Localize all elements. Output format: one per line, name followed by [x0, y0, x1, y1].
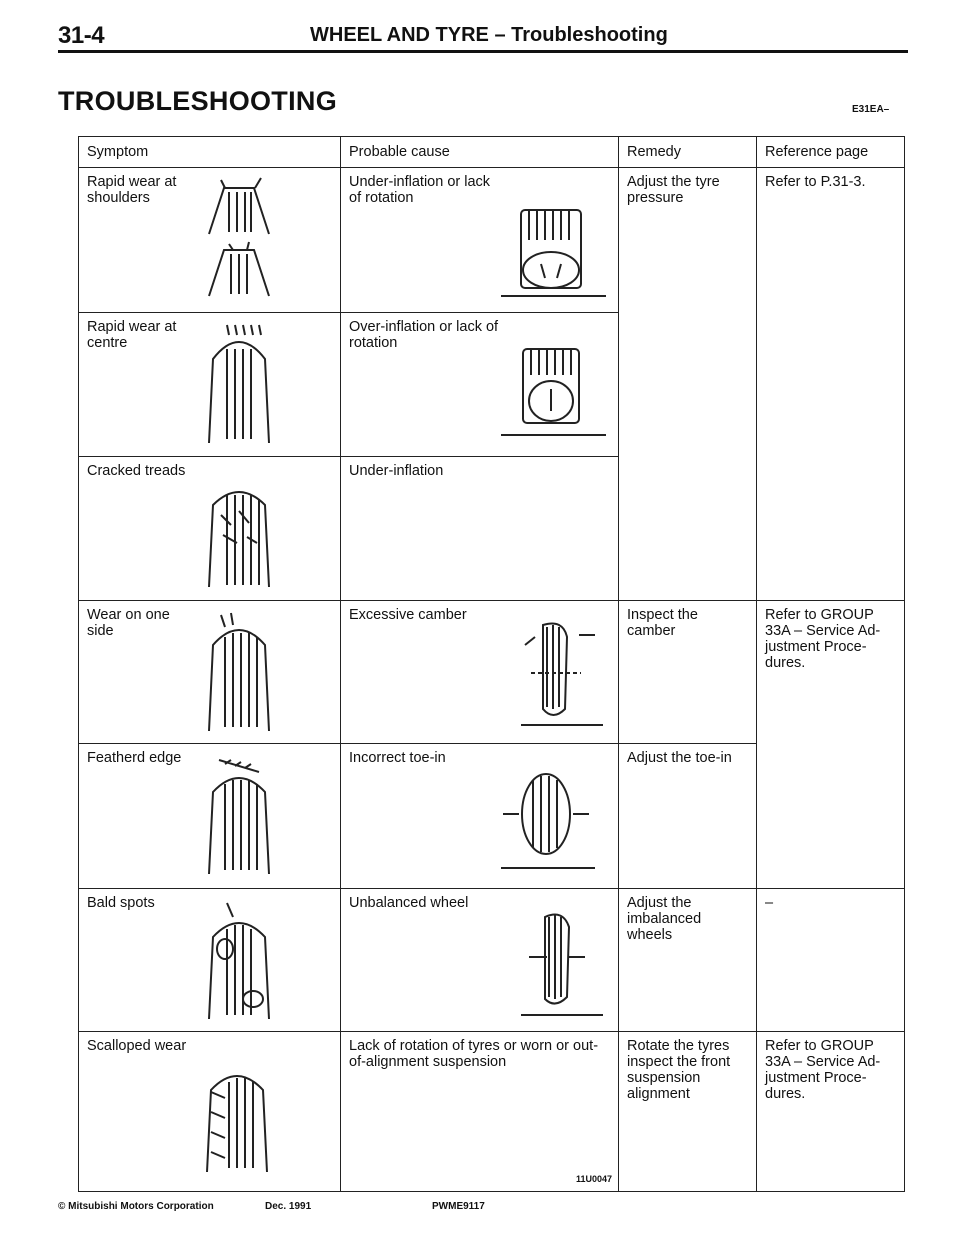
- table-row: [79, 1032, 905, 1192]
- footer-date: Dec. 1991: [265, 1201, 312, 1212]
- running-title: WHEEL AND TYRE – Troubleshooting: [310, 24, 668, 46]
- reference-cell: [757, 168, 905, 601]
- tyre-bald-spots-icon: [199, 899, 279, 1025]
- tyre-scalloped-icon: [197, 1052, 279, 1178]
- cause-text: Under-inflation or lack of rotation: [349, 174, 491, 206]
- header-reference: Reference page: [757, 137, 905, 168]
- remedy-cell: [619, 1032, 757, 1192]
- unbalanced-wheel-icon: [501, 903, 611, 1025]
- cause-cell: [341, 457, 619, 601]
- tyre-feathered-icon: [199, 754, 279, 880]
- header-rule: [58, 50, 908, 53]
- symptom-cell: [79, 601, 341, 744]
- cause-text: Excessive camber: [349, 607, 467, 623]
- cause-cell: [341, 744, 619, 889]
- reference-text: Refer to GROUP 33A – Service Ad-justment Proce-dures.: [765, 607, 881, 671]
- troubleshooting-table: [78, 136, 905, 1192]
- symptom-text: Cracked treads: [87, 463, 186, 479]
- section-code: E31EA–: [852, 104, 890, 115]
- cause-text: Under-inflation: [349, 463, 444, 479]
- tyre-shoulder-wear-icon: [199, 174, 279, 304]
- remedy-cell: [619, 601, 757, 744]
- table-row: [79, 889, 905, 1032]
- footer-doc-code: PWME9117: [432, 1201, 485, 1212]
- header-remedy: Remedy: [619, 137, 757, 168]
- tyre-one-side-wear-icon: [199, 611, 279, 737]
- symptom-cell: [79, 168, 341, 313]
- footer-copyright: © Mitsubishi Motors Corporation: [58, 1201, 214, 1212]
- table-row: [79, 601, 905, 744]
- page-header: [58, 20, 908, 50]
- remedy-text: Adjust the tyre pressure: [627, 174, 720, 206]
- cause-text: Lack of rotation of tyres or worn or out-of-alignment suspension: [349, 1038, 599, 1070]
- table-header-row: [79, 137, 905, 168]
- symptom-text: Scalloped wear: [87, 1038, 187, 1054]
- symptom-cell: [79, 457, 341, 601]
- cause-text: Over-inflation or lack of rotation: [349, 319, 499, 351]
- symptom-text: Wear on one side: [87, 607, 170, 639]
- remedy-cell: [619, 744, 757, 889]
- cause-text: Incorrect toe-in: [349, 750, 446, 766]
- symptom-cell: [79, 1032, 341, 1192]
- figure-id: 11U0047: [575, 1174, 612, 1184]
- tyre-overinflated-icon: [501, 341, 611, 451]
- symptom-text: Featherd edge: [87, 750, 182, 766]
- reference-text: –: [765, 895, 774, 911]
- remedy-text: Adjust the toe-in: [627, 750, 732, 766]
- symptom-text: Bald spots: [87, 895, 155, 911]
- header-cause: Probable cause: [341, 137, 619, 168]
- remedy-cell: [619, 889, 757, 1032]
- cause-cell: [341, 168, 619, 313]
- remedy-cell: [619, 168, 757, 601]
- section-title: TROUBLESHOOTING: [58, 86, 337, 116]
- remedy-text: Inspect the camber: [627, 607, 698, 639]
- cause-cell: [341, 601, 619, 744]
- reference-text: Refer to P.31-3.: [765, 174, 866, 190]
- tyre-underinflated-icon: [501, 198, 611, 308]
- reference-cell: [757, 601, 905, 889]
- symptom-text: Rapid wear at centre: [87, 319, 177, 351]
- cause-cell: [341, 889, 619, 1032]
- header-symptom: Symptom: [79, 137, 341, 168]
- symptom-cell: [79, 889, 341, 1032]
- reference-text: Refer to GROUP 33A – Service Ad-justment Proce-dures.: [765, 1038, 881, 1102]
- table-row: [79, 168, 905, 313]
- symptom-cell: [79, 744, 341, 889]
- page-number: 31-4: [58, 22, 105, 49]
- cause-text: Unbalanced wheel: [349, 895, 469, 911]
- symptom-text: Rapid wear at shoulders: [87, 174, 177, 206]
- remedy-text: Rotate the tyres inspect the front suspension alignment: [627, 1038, 731, 1102]
- cause-cell: [341, 1032, 619, 1192]
- symptom-cell: [79, 313, 341, 457]
- remedy-text: Adjust the imbalanced wheels: [627, 895, 702, 943]
- tyre-centre-wear-icon: [199, 319, 279, 449]
- toe-in-icon: [491, 764, 601, 880]
- reference-cell: [757, 889, 905, 1032]
- cause-cell: [341, 313, 619, 457]
- tyre-cracked-icon: [199, 475, 279, 595]
- camber-icon: [501, 613, 611, 733]
- reference-cell: [757, 1032, 905, 1192]
